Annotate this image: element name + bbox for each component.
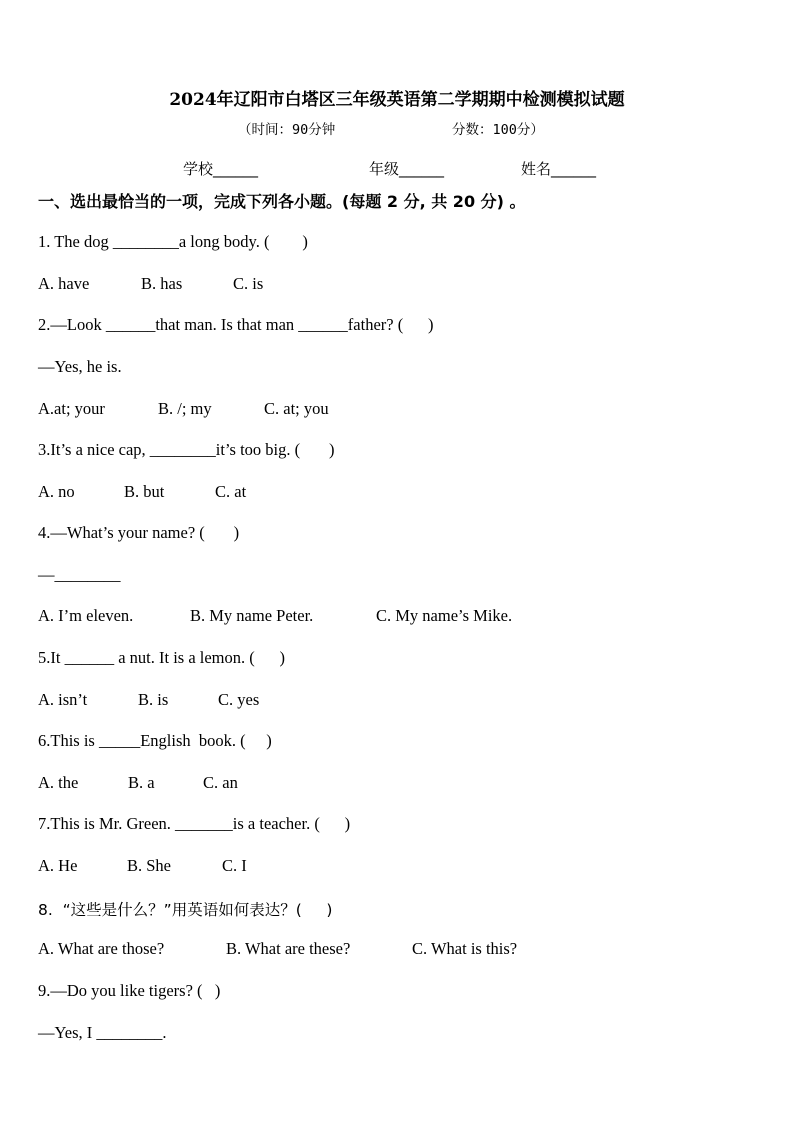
- grade-field: 年级______: [369, 160, 445, 178]
- question-8-stem: 8. “这些是什么？”用英语如何表达？( ): [38, 901, 333, 919]
- question-8-option-c: C. What is this?: [412, 939, 518, 958]
- question-5-option-a: A. isn’t: [38, 690, 88, 709]
- question-4-option-c: C. My name’s Mike.: [376, 606, 513, 625]
- question-3-option-a: A. no: [38, 482, 75, 501]
- question-9-reply: —Yes, I ________.: [38, 1023, 167, 1042]
- question-2-option-b: B. /; my: [158, 399, 212, 418]
- question-6-option-b: B. a: [128, 773, 155, 792]
- question-8-option-a: A. What are those?: [38, 939, 165, 958]
- question-5-option-c: C. yes: [218, 690, 260, 709]
- question-1-option-a: A. have: [38, 274, 90, 293]
- question-1-stem: 1. The dog ________a long body. ( ): [38, 232, 308, 251]
- question-1-option-b: B. has: [141, 274, 183, 293]
- school-field: 学校______: [183, 160, 259, 178]
- question-7-option-c: C. I: [222, 856, 247, 875]
- question-6-stem: 6.This is _____English book. ( ): [38, 731, 272, 750]
- question-2-option-a: A.at; your: [38, 399, 105, 418]
- question-3-stem: 3.It’s a nice cap, ________it’s too big. ( ): [38, 440, 335, 459]
- page-title: 2024年辽阳市白塔区三年级英语第二学期期中检测模拟试题: [169, 90, 625, 110]
- question-2-stem: 2.—Look ______that man. Is that man ______father? ( ): [38, 315, 434, 334]
- question-5-stem: 5.It ______ a nut. It is a lemon. ( ): [38, 648, 286, 667]
- question-9-stem: 9.—Do you like tigers? ( ): [38, 981, 221, 1000]
- exam-time: （时间：90分钟: [238, 122, 336, 138]
- question-8-option-b: B. What are these?: [226, 939, 351, 958]
- name-field: 姓名______: [521, 160, 597, 178]
- question-6-option-c: C. an: [203, 773, 238, 792]
- question-5-option-b: B. is: [138, 690, 169, 709]
- question-7-option-a: A. He: [38, 856, 78, 875]
- question-7-stem: 7.This is Mr. Green. _______is a teacher. ( ): [38, 814, 351, 833]
- question-4-stem: 4.—What’s your name? ( ): [38, 523, 240, 542]
- question-3-option-b: B. but: [124, 482, 165, 501]
- question-6-option-a: A. the: [38, 773, 79, 792]
- question-3-option-c: C. at: [215, 482, 247, 501]
- question-7-option-b: B. She: [127, 856, 172, 875]
- question-4-reply: —________: [38, 565, 121, 584]
- section-heading: 一、选出最恰当的一项，完成下列各小题。(每题 2 分, 共 20 分) 。: [38, 192, 526, 211]
- question-4-option-a: A. I’m eleven.: [38, 606, 134, 625]
- question-2-option-c: C. at; you: [264, 399, 329, 418]
- question-2-reply: —Yes, he is.: [38, 357, 122, 376]
- question-4-option-b: B. My name Peter.: [190, 606, 314, 625]
- question-1-option-c: C. is: [233, 274, 264, 293]
- exam-score: 分数：100分）: [452, 122, 544, 138]
